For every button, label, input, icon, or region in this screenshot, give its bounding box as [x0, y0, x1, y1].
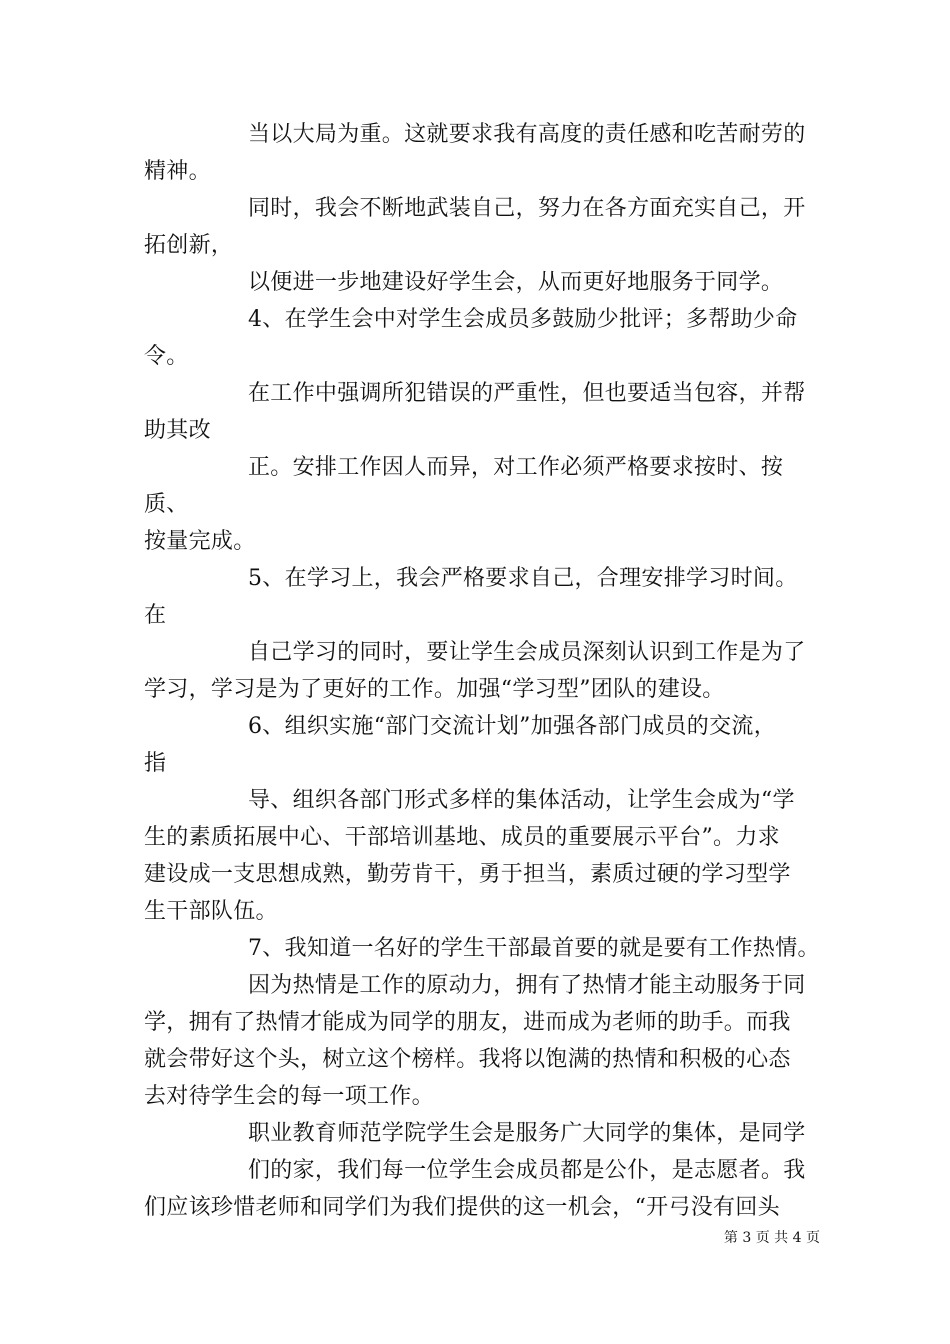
text-line: 们应该珍惜老师和同学们为我们提供的这一机会，“开弓没有回头 — [144, 1195, 780, 1220]
text-line: 按量完成。 — [144, 529, 256, 554]
text-line: 助其改 — [144, 418, 211, 443]
text-line: 自己学习的同时，要让学生会成员深刻认识到工作是为了 — [248, 640, 806, 665]
text-line: 6、组织实施“部门交流计划”加强各部门成员的交流， — [248, 714, 776, 739]
text-line: 建设成一支思想成熟，勤劳肯干，勇于担当，素质过硬的学习型学 — [144, 862, 791, 887]
text-line: 职业教育师范学院学生会是服务广大同学的集体，是同学 — [248, 1121, 806, 1146]
text-line: 以便进一步地建设好学生会，从而更好地服务于同学。 — [248, 270, 784, 295]
text-line: 拓创新， — [144, 233, 234, 258]
text-line: 4、在学生会中对学生会成员多鼓励少批评；多帮助少命 — [248, 307, 798, 332]
text-line: 就会带好这个头，树立这个榜样。我将以饱满的热情和积极的心态 — [144, 1047, 791, 1072]
text-line: 去对待学生会的每一项工作。 — [144, 1084, 434, 1109]
text-line: 5、在学习上，我会严格要求自己，合理安排学习时间。 — [248, 566, 798, 591]
text-line: 令。 — [144, 344, 189, 369]
text-line: 7、我知道一名好的学生干部最首要的就是要有工作热情。 — [248, 936, 820, 961]
text-line: 学习，学习是为了更好的工作。加强“学习型”团队的建设。 — [144, 677, 725, 702]
text-line: 当以大局为重。这就要求我有高度的责任感和吃苦耐劳的 — [248, 122, 806, 147]
text-line: 导、组织各部门形式多样的集体活动，让学生会成为“学 — [248, 788, 795, 813]
text-line: 学，拥有了热情才能成为同学的朋友，进而成为老师的助手。而我 — [144, 1010, 791, 1035]
text-line: 生的素质拓展中心、干部培训基地、成员的重要展示平台”。力求 — [144, 825, 780, 850]
text-line: 生干部队伍。 — [144, 899, 278, 924]
text-line: 在 — [144, 603, 167, 628]
text-line: 因为热情是工作的原动力，拥有了热情才能主动服务于同 — [248, 973, 806, 998]
text-line: 精神。 — [144, 159, 211, 184]
text-line: 们的家，我们每一位学生会成员都是公仆，是志愿者。我 — [248, 1158, 806, 1183]
page-number: 第 3 页 共 4 页 — [723, 1230, 820, 1246]
text-line: 正。安排工作因人而异，对工作必须严格要求按时、按质、 — [144, 455, 784, 517]
text-line: 在工作中强调所犯错误的严重性，但也要适当包容，并帮 — [248, 381, 806, 406]
text-line: 同时，我会不断地武装自己，努力在各方面充实自己，开 — [248, 196, 806, 221]
body-text — [144, 116, 824, 1226]
text-line: 指 — [144, 751, 167, 776]
